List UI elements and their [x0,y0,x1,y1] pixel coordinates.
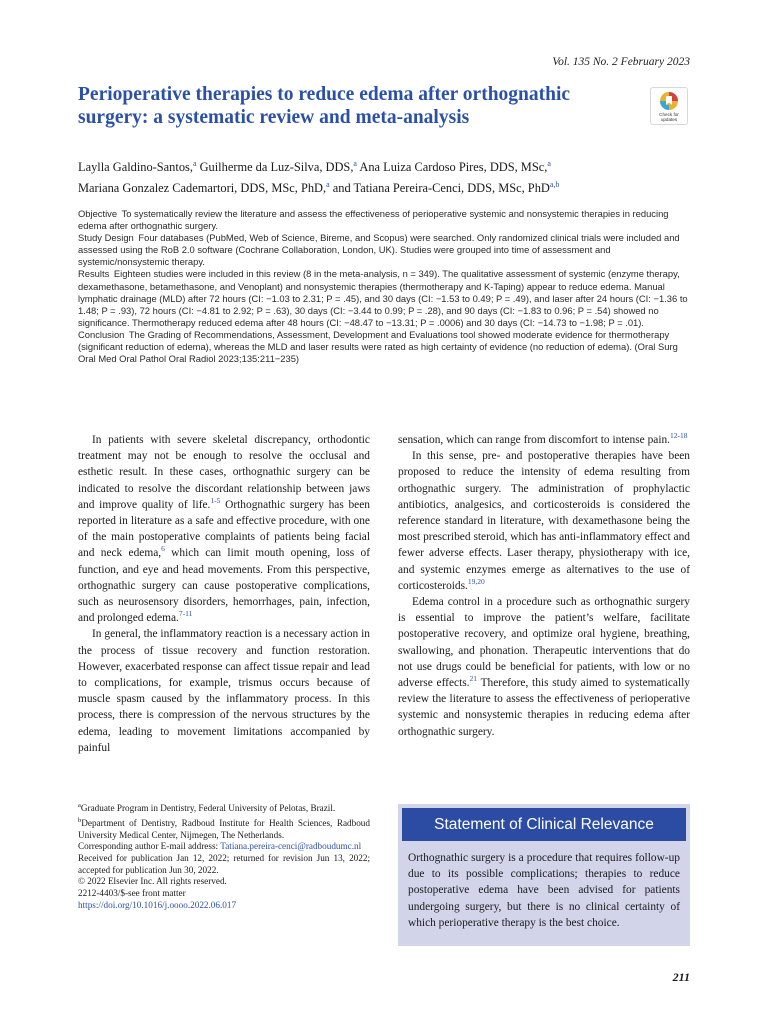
affiliation-marker[interactable]: a [353,159,357,168]
body-text: which can limit mouth opening, loss of function, and eye and head movements. From this perspective, orthognathic surgery can cause postoperative complications, such as neurosensory disorders, hemorrhages, pain, infection, and prolonged edema. [78,547,371,625]
body-column-left [78,432,370,756]
footnote-marker: a [78,802,81,809]
doi-link[interactable]: https://doi.org/10.1016/j.oooo.2022.06.017 [78,899,237,910]
footnotes [78,800,370,911]
footnote-text: Graduate Program in Dentistry, Federal University of Pelotas, Brazil. [80,803,336,814]
clinical-relevance-box [398,804,690,946]
abstract-label: Objective [78,208,118,219]
abstract-conclusion [78,329,692,365]
crossmark-text: Check for updates [659,112,679,122]
affiliation-marker[interactable]: a [192,159,197,168]
author-list [78,155,698,197]
citation-link[interactable]: 19,20 [467,577,485,587]
footnote-text: Corresponding author E-mail address: [78,841,221,852]
clinical-relevance-text: Orthognathic surgery is a procedure that requires follow-up due to its possible complications; therapies to reduce postoperative edema have been advised for patients undergoing surgery, but there is no clinical certainty of which perioperative therapy is the best choice. [408,852,680,929]
abstract-label: Study Design [78,232,134,244]
abstract-design [78,232,692,268]
abstract [78,208,692,365]
email-link[interactable]: Tatiana.pereira-cenci@radboudumc.nl [220,841,362,852]
body-text: Edema control in a procedure such as orthognathic surgery is essential to improve the patient’s welfare, facilitate postoperative recovery, and optimize oral hygiene, breathing, swallowing, and phonation. Therapeutic interventions that do not use drugs could be beneficial for patients, with low or no adverse effects. [398,596,690,690]
citation-link[interactable]: 1-5 [210,496,221,506]
citation-link[interactable]: 12-18 [670,431,688,441]
footnote-marker: b [78,816,82,824]
crossmark-badge[interactable] [650,87,688,125]
received-dates: Received for publication Jan 12, 2022; returned for revision Jun 13, 2022; accepted for publication Jun 30, 2022. [78,852,370,875]
crossmark-icon [659,91,679,111]
footnote-text: Department of Dentistry, Radboud Institute for Health Sciences, Radboud University Medical Center, Nijmegen, The Netherlands. [78,817,370,840]
body-text: In this sense, pre- and postoperative therapies have been proposed to reduce the intensity of edema resulting from orthognathic surgery. The administration of prophylactic antibiotics, analgesics, and corticosteroids is considered the reference standard in literature, with dexamethasone being the most prescribed steroid, which has anti-inflammatory effect and fewer adverse effects. Laser therapy, physiotherapy with ice, and systemic enzymes emerge as alternatives to the use of corticosteroids. [398,450,690,592]
journal-info: Vol. 135 No. 2 February 2023 [552,56,690,68]
abstract-text: Four databases (PubMed, Web of Science, Bireme, and Scopus) were searched. Only randomized clinical trials were included and assessed using the RoB 2.0 software (Cochrane Collaboration, London, UK). Studies were grouped into time of assessment and systemic/nonsystemic therapy. [78,232,680,268]
author-name: Mariana Gonzalez Cademartori, DDS, MSc, PhD, [78,181,327,196]
body-column-right [398,432,690,740]
citation-link[interactable]: 7-11 [178,609,193,619]
clinical-relevance-heading: Statement of Clinical Relevance [402,808,686,841]
citation-link[interactable]: 6 [161,544,165,554]
body-paragraph: In general, the inflammatory reaction is a necessary action in the process of tissue recovery and function restoration. However, exacerbated response can affect tissue repair and lead to complications, for example, trismus occurs because of muscle spasm caused by the inflammatory process. In this process, there is compression of the nervous structures by the edema, leading to movement limitations accompanied by painful [78,628,370,754]
body-text: Therefore, this study aimed to systematically review the literature to assess the effectiveness of perioperative systemic and nonsystemic therapies in reducing edema after orthognathic surgery. [398,677,691,738]
abstract-results [78,268,692,328]
author-name: Laylla Galdino-Santos, [78,160,193,175]
abstract-label: Conclusion [78,328,125,340]
body-text: sensation, which can range from discomfort to intense pain. [398,434,671,446]
abstract-text: The Grading of Recommendations, Assessment, Development and Evaluations tool showed moderate evidence for thermotherapy (significant reduction of edema), whereas the MLD and laser results were rated as high certainty of evidence (no reduction of edema). (Oral Surg Oral Med Oral Pathol Oral Radiol 2023;135:211−235) [78,328,678,365]
body-paragraph [398,594,690,740]
author-name: Guilherme da Luz-Silva, DDS, [196,160,354,175]
affiliation-marker[interactable]: a [326,180,330,190]
body-text: Orthognathic surgery has been reported in literature as a safe and effective procedure, with one of the main postoperative complaints of patients being facial and neck edema, [78,498,370,560]
page-number: 211 [672,970,690,984]
abstract-text: To systematically review the literature and assess the effectiveness of perioperative systemic and nonsystemic therapies in reducing edema after orthognathic surgery. [78,208,669,232]
affiliation-a [78,800,370,815]
body-text: In patients with severe skeletal discrepancy, orthodontic treatment may not be enough to resolve the occlusal and esthetic result. In these cases, orthognathic surgery can be indicated to resolve the discordant relationship between jaws and improve quality of life. [78,434,370,511]
body-paragraph [78,432,370,626]
corresponding-author [78,841,370,853]
issn: 2212-4403/$-see front matter [78,888,186,899]
body-paragraph [398,432,690,448]
affiliation-marker[interactable]: a,b [549,180,560,190]
author-name: Ana Luiza Cardoso Pires, DDS, MSc, [356,160,548,175]
article-title: Perioperative therapies to reduce edema after orthognathic surgery: a systematic review and meta-analysis [78,84,571,128]
copyright: © 2022 Elsevier Inc. All rights reserved. [78,876,227,887]
body-paragraph [398,448,690,594]
affiliation-b [78,815,370,841]
citation-link[interactable]: 21 [469,674,478,684]
affiliation-marker[interactable]: a [547,159,551,168]
abstract-label: Results [78,268,110,280]
abstract-text: Eighteen studies were included in this review (8 in the meta-analysis, n = 349). The qualitative assessment of systemic (enzyme therapy, dexamethasone, betamethasone, and Venoplant) and nonsystemic therapies (thermotherapy and K-Taping) appear to reduce edema. Manual lymphatic drainage (MLD) after 72 hours (CI: −1.03 to 2.31; P = .45), and 30 days (CI: −1.53 to 0.49; P = .49), and laser after 24 hours (CI: −1.36 to 1.48; P = .93), 72 hours (CI: −4.81 to 2.92; P = .63), 30 days (CI: −3.44 to 0.99; P = .28), and 90 days (CI: −1.83 to 0.96; P = .54) showed no significance. Thermotherapy reduced edema after 48 hours (CI: −48.47 to −13.31; P = .0006) and 30 days (CI: −14.73 to −1.98; P = .01). [78,268,688,328]
author-name: and Tatiana Pereira-Cenci, DDS, MSc, PhD [329,181,550,196]
abstract-objective [78,208,692,232]
